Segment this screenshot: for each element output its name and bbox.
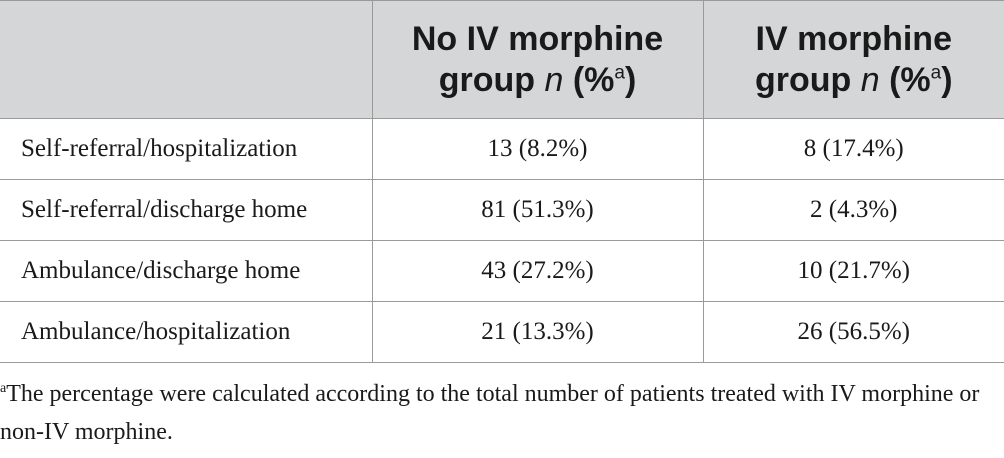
footnote-marker: a [0, 381, 7, 396]
table-row [0, 180, 1004, 241]
row-label: Ambulance/discharge home [0, 241, 372, 302]
footnote-text: The percentage were calculated according to the total number of patients treated with IV morphine or non-IV morphine. [0, 381, 980, 445]
iv-value: 2 (4.3%) [703, 180, 1004, 241]
no-iv-value: 13 (8.2%) [372, 119, 703, 180]
table-row [0, 119, 1004, 180]
table-row [0, 241, 1004, 302]
header-row [0, 1, 1004, 119]
row-label: Ambulance/hospitalization [0, 302, 372, 363]
iv-value: 26 (56.5%) [703, 302, 1004, 363]
iv-value: 10 (21.7%) [703, 241, 1004, 302]
header-no-iv-morphine: No IV morphine group n (%$^a$) [372, 1, 703, 119]
no-iv-value: 81 (51.3%) [372, 180, 703, 241]
no-iv-value: 21 (13.3%) [372, 302, 703, 363]
iv-value: 8 (17.4%) [703, 119, 1004, 180]
row-label: Self-referral/discharge home [0, 180, 372, 241]
no-iv-value: 43 (27.2%) [372, 241, 703, 302]
table-footnote [0, 375, 990, 451]
header-empty-cell [0, 1, 372, 119]
row-label: Self-referral/hospitalization [0, 119, 372, 180]
table-row [0, 302, 1004, 363]
header-iv-morphine: IV morphine group n (%$^a$) [703, 1, 1004, 119]
